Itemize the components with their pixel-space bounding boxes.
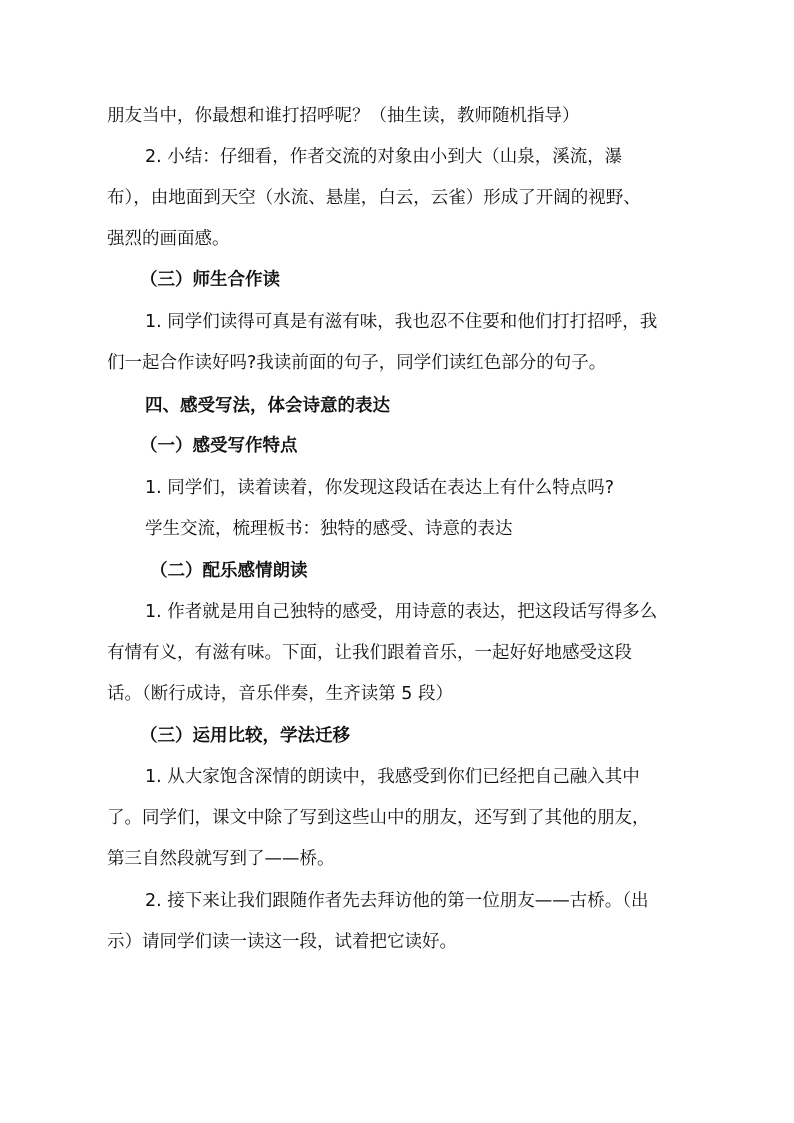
text-line-13: 1. 作者就是用自己独特的感受，用诗意的表达，把这段话写得多么 xyxy=(145,602,658,622)
section-heading-3: （三）师生合作读 xyxy=(140,270,280,290)
text-line-15: 话。（断行成诗，音乐伴奏，生齐读第 5 段） xyxy=(107,684,454,704)
text-line-11: 学生交流，梳理板书：独特的感受、诗意的表达 xyxy=(145,519,513,539)
section-heading-2: （二）配乐感情朗读 xyxy=(150,561,308,581)
main-heading-4: 四、感受写法，体会诗意的表达 xyxy=(145,396,390,416)
text-line-17: 1. 从大家饱含深情的朗读中，我感受到你们已经把自己融入其中 xyxy=(145,767,640,787)
text-line-4: 强烈的画面感。 xyxy=(107,229,230,249)
section-heading-1: （一）感受写作特点 xyxy=(140,436,298,456)
text-line-6: 1. 同学们读得可真是有滋有味，我也忍不住要和他们打打招呼，我 xyxy=(145,312,658,332)
text-line-7: 们一起合作读好吗?我读前面的句子，同学们读红色部分的句子。 xyxy=(107,353,607,373)
text-line-10: 1. 同学们，读着读着，你发现这段话在表达上有什么特点吗? xyxy=(145,478,615,498)
text-line-3: 布），由地面到天空（水流、悬崖，白云，云雀）形成了开阔的视野、 xyxy=(107,188,641,208)
text-line-14: 有情有义，有滋有味。下面，让我们跟着音乐，一起好好地感受这段 xyxy=(107,643,632,663)
text-line-18: 了。同学们，课文中除了写到这些山中的朋友，还写到了其他的朋友， xyxy=(107,808,650,828)
text-line-21: 示）请同学们读一读这一段，试着把它读好。 xyxy=(107,932,457,952)
text-line-2: 2. 小结：仔细看，作者交流的对象由小到大（山泉，溪流，瀑 xyxy=(145,147,623,167)
text-line-20: 2. 接下来让我们跟随作者先去拜访他的第一位朋友——古桥。（出 xyxy=(145,891,649,911)
text-line-19: 第三自然段就写到了——桥。 xyxy=(107,849,335,869)
text-line-1: 朋友当中，你最想和谁打招呼呢？（抽生读，教师随机指导） xyxy=(107,106,580,126)
section-heading-3b: （三）运用比较，学法迁移 xyxy=(140,726,350,746)
